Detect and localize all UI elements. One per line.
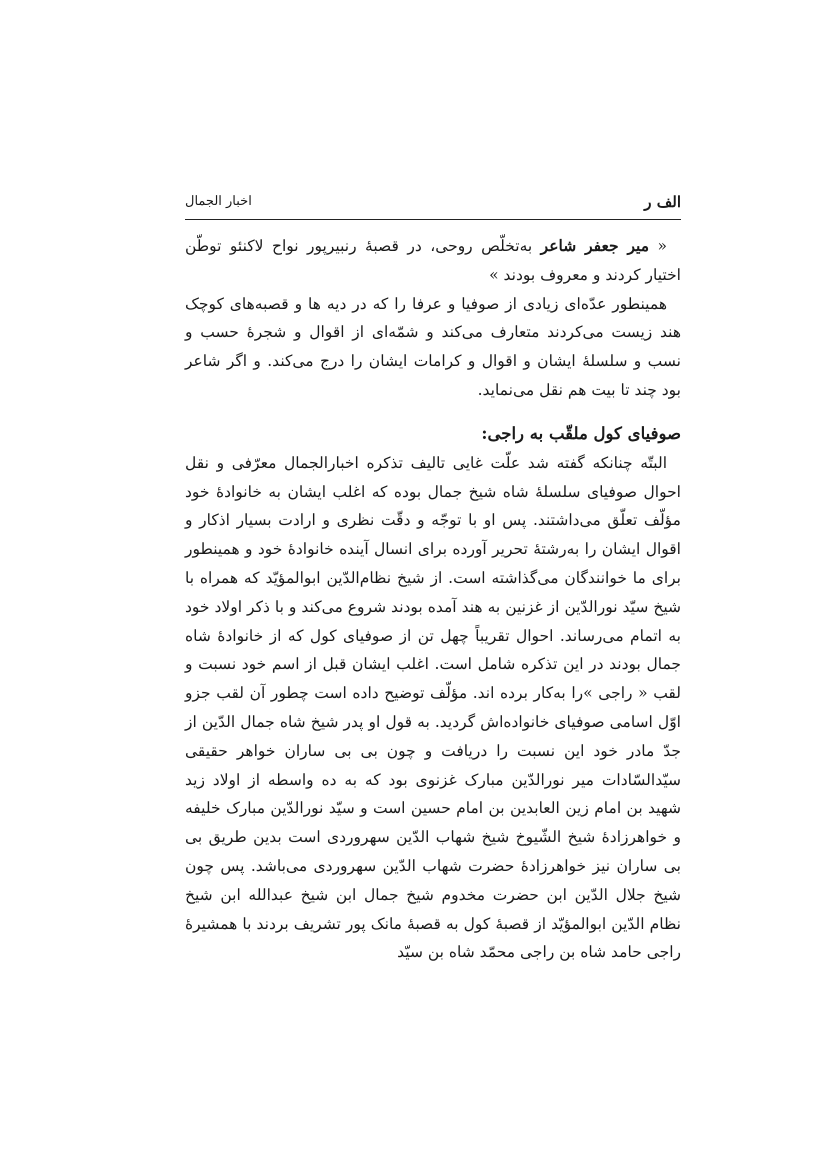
running-title: اخبار الجمال	[185, 194, 252, 209]
paragraph-1: همینطور عدّه‌ای زیادی از صوفیا و عرفا را که در دیه ها و قصبه‌های کوچک هند زیست می‌کردند متعارف می‌کند و شمّه‌ای از اقوال و شجرهٔ حسب و نسب و سلسلهٔ ایشان و اقوال و کرامات ایشان را درج می‌کند. و اگر شاعر بود چند تا بیت هم نقل می‌نماید.	[185, 294, 681, 399]
page-number: الف ر	[644, 193, 681, 211]
running-header	[185, 193, 681, 220]
intro-text: به‌تخلّص روحی، در قصبهٔ رنبیرپور نواح لاکنئو توطّن اختیار کردند و معروف بودند »	[185, 237, 681, 284]
section-heading: صوفیای کول ملقّب به راجی:	[481, 423, 681, 443]
page-body	[185, 232, 681, 967]
intro-paragraph	[185, 232, 681, 290]
quote-open: «	[649, 237, 667, 255]
poet-name: میر جعفر شاعر	[540, 236, 650, 255]
paragraph-2: البتّه چنانکه گفته شد علّت غایی تالیف تذکره اخبارالجمال معرّفی و نقل احوال صوفیای سلسلهٔ شاه شیخ جمال بوده که اغلب ایشان به خانوادهٔ خود مؤلّف تعلّق می‌داشتند. پس او با توجّه و دقّت نظری و ارادت بسیار اذکار و اقوال ایشان را به‌رشتهٔ تحریر آورده برای انسال آینده خانوادهٔ خود و همینطور برای ما خوانندگان می‌گذاشته است. از شیخ نظام‌الدّین ابوالمؤیّد که همراه با شیخ سیّد نورالدّین از غزنین به هند آمده بودند شروع می‌کند و با ذکر اولاد خود به اتمام می‌رساند. احوال تقریباً چهل تن از صوفیای کول که از خانوادهٔ شاه جمال بودند در این تذکره شامل است. اغلب ایشان قبل از اسم خود نسبت و لقب « راجی »را به‌کار برده اند. مؤلّف توضیح داده است چطور آن لقب جزو اوّل اسامی صوفیای خانواده‌اش گردید. به قول او پدر شیخ شاه جمال الدّین از جدّ مادر خود این نسبت را دریافت و چون بی بی ساران خواهر حقیقی سیّدالسّادات میر نورالدّین مبارک غزنوی بود که به ده واسطه از اولاد زید شهید بن امام زین العابدین بن امام حسین است و سیّد نورالدّین مبارک خلیفه و خواهرزادهٔ شیخ الشّیوخ شیخ شهاب الدّین سهروردی است بدین طریق بی بی ساران نیز خواهرزادهٔ حضرت شهاب الدّین سهروردی می‌باشد. پس چون شیخ جلال الدّین ابن حضرت مخدوم شیخ جمال ابن شیخ عبدالله ابن شیخ نظام الدّین ابوالمؤیّد از قصبهٔ کول به قصبهٔ مانک پور تشریف بردند با همشیرهٔ راجی حامد شاه بن راجی محمّد شاه بن سیّد	[185, 453, 681, 962]
